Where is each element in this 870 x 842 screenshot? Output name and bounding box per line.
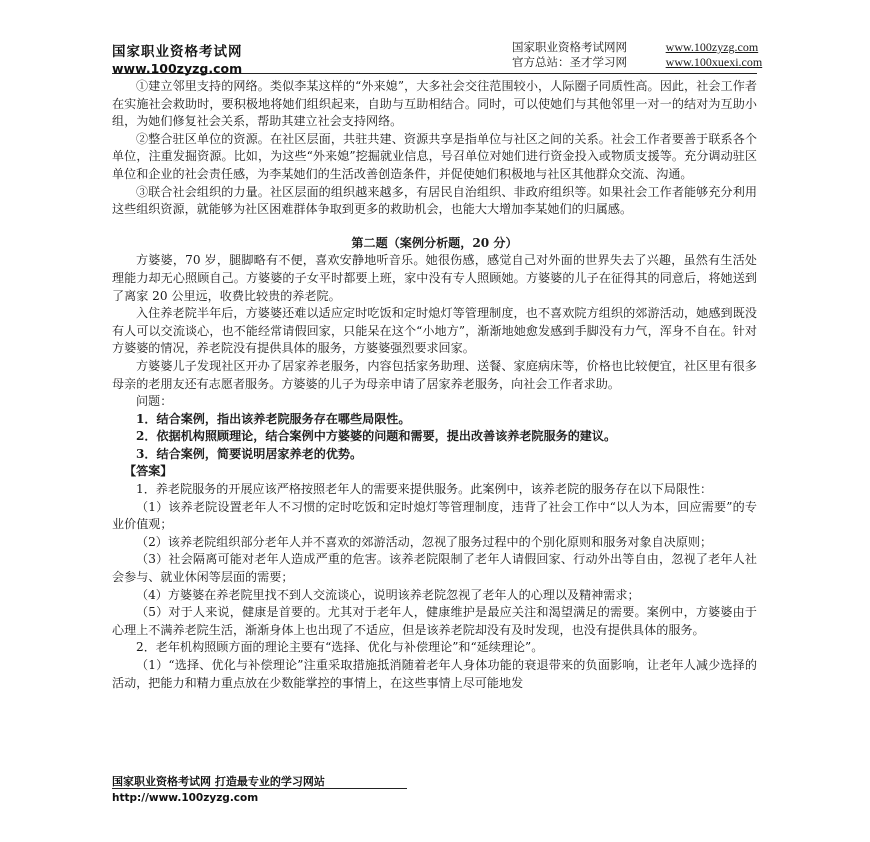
paragraph-neighbor-network: ①建立邻里支持的网络。类似李某这样的“外来媳”，大多社会交往范围较小，人际圈子同质性高。因此，社会工作者在实施社会救助时，要积极地将她们组织起来，自助与互助相结合。同时，可以使她们与其他邻里一对一的结对为互助小组，为她们修复社会关系，帮助其建立社会支持网络。: [112, 79, 757, 129]
answer-label: 【答案】: [124, 464, 173, 479]
footer-tagline: 国家职业资格考试网 打造最专业的学习网站: [112, 775, 325, 788]
question-2: 2．依据机构照顾理论，结合案例中方婆婆的问题和需要，提出改善该养老院服务的建议。: [136, 429, 617, 444]
header-official-link[interactable]: www.100xuexi.com: [665, 55, 763, 69]
header-brand: [112, 40, 243, 76]
case-paragraph-3: 方婆婆儿子发现社区开办了居家养老服务，内容包括家务助理、送餐、家庭病床等，价格也比较便宜，社区里有很多母亲的老朋友还有志愿者服务。方婆婆的儿子为母亲申请了居家养老服务，向社会工作者求助。: [112, 358, 757, 391]
site-name: 国家职业资格考试网: [112, 44, 243, 60]
case-paragraph-1: 方婆婆，70 岁，腿脚略有不便，喜欢安静地听音乐。她很伤感，感觉自己对外面的世界失去了兴趣，虽然有生活处理能力却无心照顾自己。方婆婆的子女平时都要上班，家中没有专人照顾她。方婆婆的儿子在征得其的同意后，将她送到了离家 20 公里远，收费比较贵的养老院。: [112, 253, 757, 303]
header-divider: [112, 73, 757, 74]
document-body: [112, 78, 757, 692]
questions-label: 问题：: [136, 394, 173, 409]
answer-1-item-4: （4）方婆婆在养老院里找不到人交流谈心，说明该养老院忽视了老年人的心理以及精神需求；: [136, 587, 640, 602]
question-1: 1．结合案例，指出该养老院服务存在哪些局限性。: [136, 411, 411, 426]
footer-url[interactable]: http://www.100zyzg.com: [112, 792, 259, 804]
answer-1: 1．养老院服务的开展应该严格按照老年人的需要来提供服务。此案例中，该养老院的服务存在以下局限性：: [136, 482, 713, 497]
header-official-label: 官方总站：圣才学习网: [512, 55, 627, 69]
answer-1-item-2: （2）该养老院组织部分老年人并不喜欢的郊游活动，忽视了服务过程中的个别化原则和服务对象自决原则；: [136, 534, 713, 549]
case-paragraph-2: 入住养老院半年后，方婆婆还难以适应定时吃饭和定时熄灯等管理制度，也不喜欢院方组织的郊游活动，她感到既没有人可以交流谈心，也不能经常请假回家，只能呆在这个“小地方”，渐渐地她愈发感到手脚没有力气，浑身不自在。针对方婆婆的情况，养老院没有提供具体的服务，方婆婆强烈要求回家。: [112, 306, 757, 356]
site-url[interactable]: www.100zyzg.com: [112, 61, 243, 76]
header-site-label: 国家职业资格考试网网: [512, 40, 627, 54]
question-3: 3．结合案例，简要说明居家养老的优势。: [136, 446, 363, 461]
answer-2-item-1: （1）“选择、优化与补偿理论”注重采取措施抵消随着老年人身体功能的衰退带来的负面影响，让老年人减少选择的活动，把能力和精力重点放在少数能掌控的事情上，在这些事情上尽可能地发: [112, 658, 757, 690]
answer-1-item-1: （1）该养老院设置老年人不习惯的定时吃饭和定时熄灯等管理制度，违背了社会工作中“以人为本，回应需要”的专业价值观；: [112, 499, 757, 532]
answer-1-item-5: （5）对于人来说，健康是首要的。尤其对于老年人，健康维护是最应关注和渴望满足的需要。案例中，方婆婆由于心理上不满养老院生活，渐渐身体上也出现了不适应，但是该养老院却没有及时发现，也没有提供具体的服务。: [112, 605, 757, 637]
footer-divider: [112, 788, 407, 789]
answer-2: 2．老年机构照顾方面的理论主要有“选择、优化与补偿理论”和“延续理论”。: [136, 640, 544, 655]
paragraph-social-organizations: ③联合社会组织的力量。社区层面的组织越来越多，有居民自治组织、非政府组织等。如果社会工作者能够充分利用这些组织资源，就能够为社区困难群体争取到更多的救助机会，也能大大增加李某她们的归属感。: [112, 184, 757, 217]
answer-1-item-3: （3）社会隔离可能对老年人造成严重的危害。该养老院限制了老年人请假回家、行动外出等自由，忽视了老年人社会参与、就业休闲等层面的需要；: [112, 552, 757, 585]
header-site-link[interactable]: www.100zyzg.com: [665, 40, 759, 54]
question-title: 第二题（案例分析题，20 分）: [351, 235, 518, 250]
header-links: [512, 40, 762, 70]
paragraph-unit-resources: ②整合驻区单位的资源。在社区层面，共驻共建、资源共享是指单位与社区之间的关系。社会工作者要善于联系各个单位，注重发掘资源。比如，为这些“外来媳”挖掘就业信息，号召单位对她们进行资金投入或物质支援等。充分调动驻区单位和企业的社会责任感，为李某她们的生活改善创造条件，并促使她们积极地与社区其他群众交流、沟通。: [112, 131, 757, 181]
